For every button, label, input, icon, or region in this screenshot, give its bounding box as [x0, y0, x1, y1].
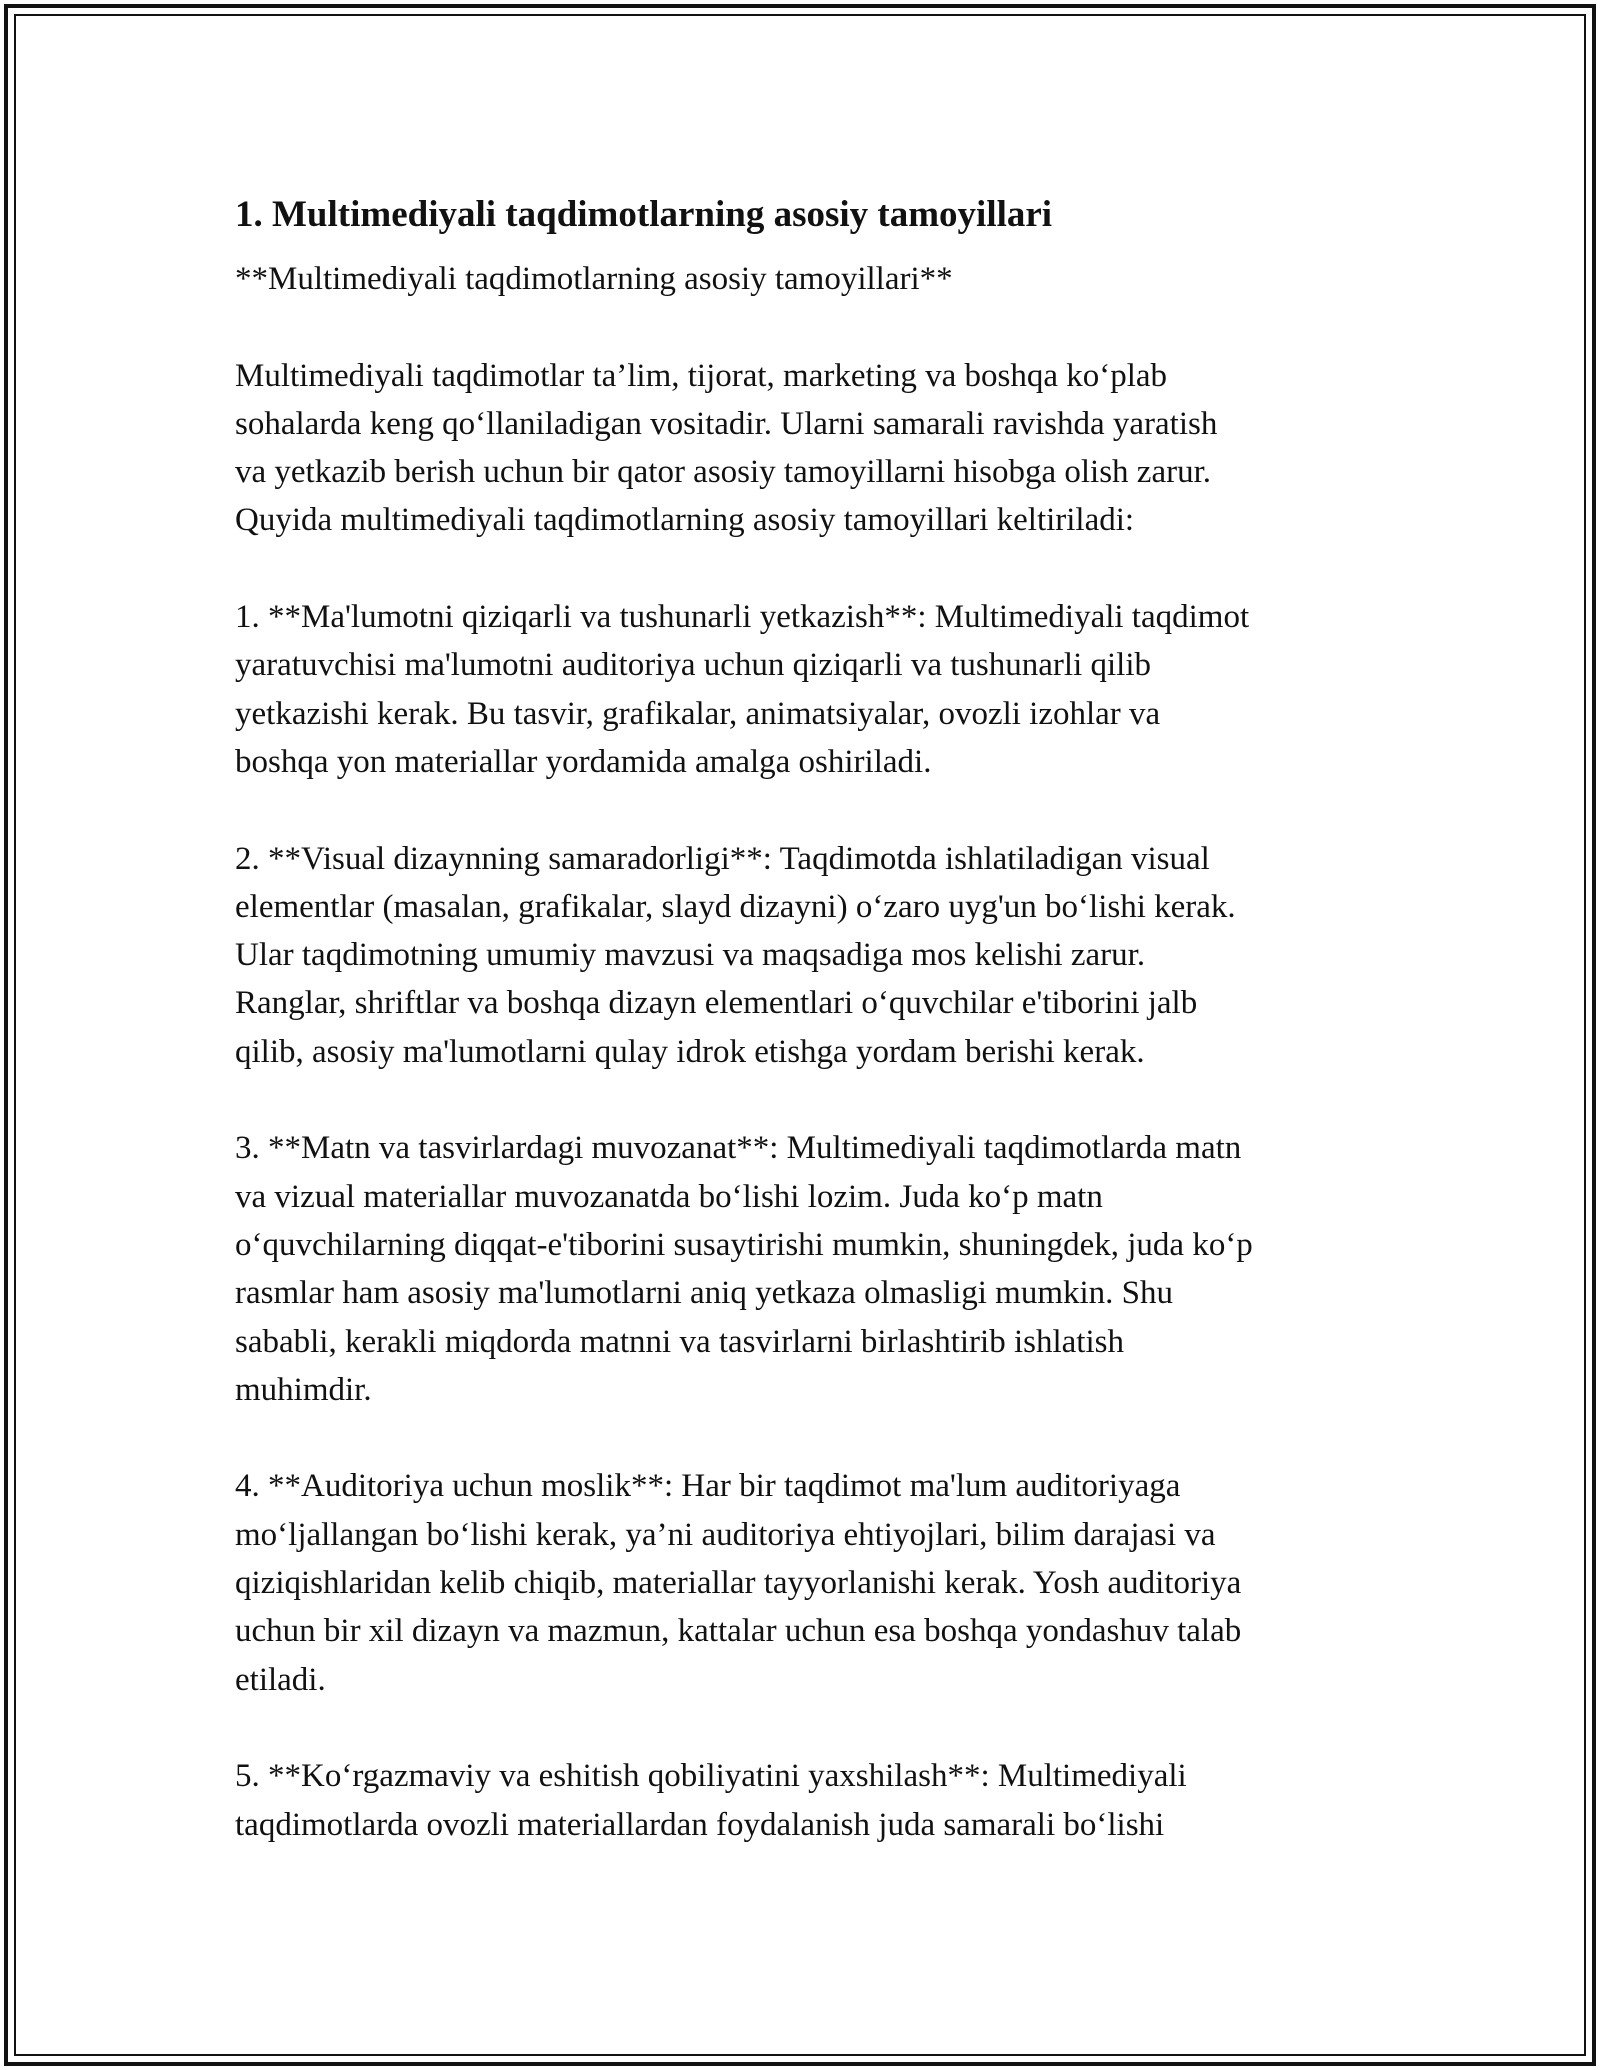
paragraph-intro: Multimediyali taqdimotlar ta’lim, tijorat, marketing va boshqa ko‘plab sohalarda keng qo‘llaniladigan vositadir. Ularni samarali ravishda yaratish va yetkazib berish uchun bir qator asosiy tamoyillarni hisobga olish zarur. Quyida multimediyali taqdimotlarning asosiy tamoyillari keltiriladi:	[235, 357, 1218, 539]
paragraph-principle-1: 1. **Ma'lumotni qiziqarli va tushunarli yetkazish**: Multimediyali taqdimot yaratuvchisi ma'lumotni auditoriya uchun qiziqarli va tushunarli qilib yetkazishi kerak. Bu tasvir, grafikalar, animatsiyalar, ovozli izohlar va boshqa yon materiallar yordamida amalga oshiriladi.	[235, 599, 1250, 780]
paragraph-principle-2: 2. **Visual dizaynning samaradorligi**: Taqdimotda ishlatiladigan visual elementlar (masalan, grafikalar, slayd dizayni) o‘zaro uyg'un bo‘lishi kerak. Ular taqdimotning umumiy mavzusi va maqsadiga mos kelishi zarur. Ranglar, shriftlar va boshqa dizayn elementlari o‘quvchilar e'tiborini jalb qilib, asosiy ma'lumotlarni qulay idrok etishga yordam berishi kerak.	[235, 840, 1236, 1070]
paragraph-heading: **Multimediyali taqdimotlarning asosiy tamoyillari**	[235, 261, 953, 297]
document-body	[235, 190, 1375, 1849]
paragraph-principle-3: 3. **Matn va tasvirlardagi muvozanat**: Multimediyali taqdimotlarda matn va vizual materiallar muvozanatda bo‘lishi lozim. Juda ko‘p matn o‘quvchilarning diqqat-e'tiborini susaytirishi mumkin, shuningdek, juda ko‘p rasmlar ham asosiy ma'lumotlarni aniq yetkaza olmasligi mumkin. Shu sababli, kerakli miqdorda matnni va tasvirlarni birlashtirib ishlatish muhimdir.	[235, 1130, 1253, 1408]
paragraph-principle-5: 5. **Ko‘rgazmaviy va eshitish qobiliyatini yaxshilash**: Multimediyali taqdimotlarda ovozli materiallardan foydalanish juda samarali bo‘lishi	[235, 1758, 1187, 1843]
paragraph-principle-4: 4. **Auditoriya uchun moslik**: Har bir taqdimot ma'lum auditoriyaga mo‘ljallangan bo‘lishi kerak, ya’ni auditoriya ehtiyojlari, bilim darajasi va qiziqishlaridan kelib chiqib, materiallar tayyorlanishi kerak. Yosh auditoriya uchun bir xil dizayn va mazmun, kattalar uchun esa boshqa yondashuv talab etiladi.	[235, 1468, 1242, 1698]
document-title: 1. Multimediyali taqdimotlarning asosiy tamoyillari	[235, 194, 1053, 235]
